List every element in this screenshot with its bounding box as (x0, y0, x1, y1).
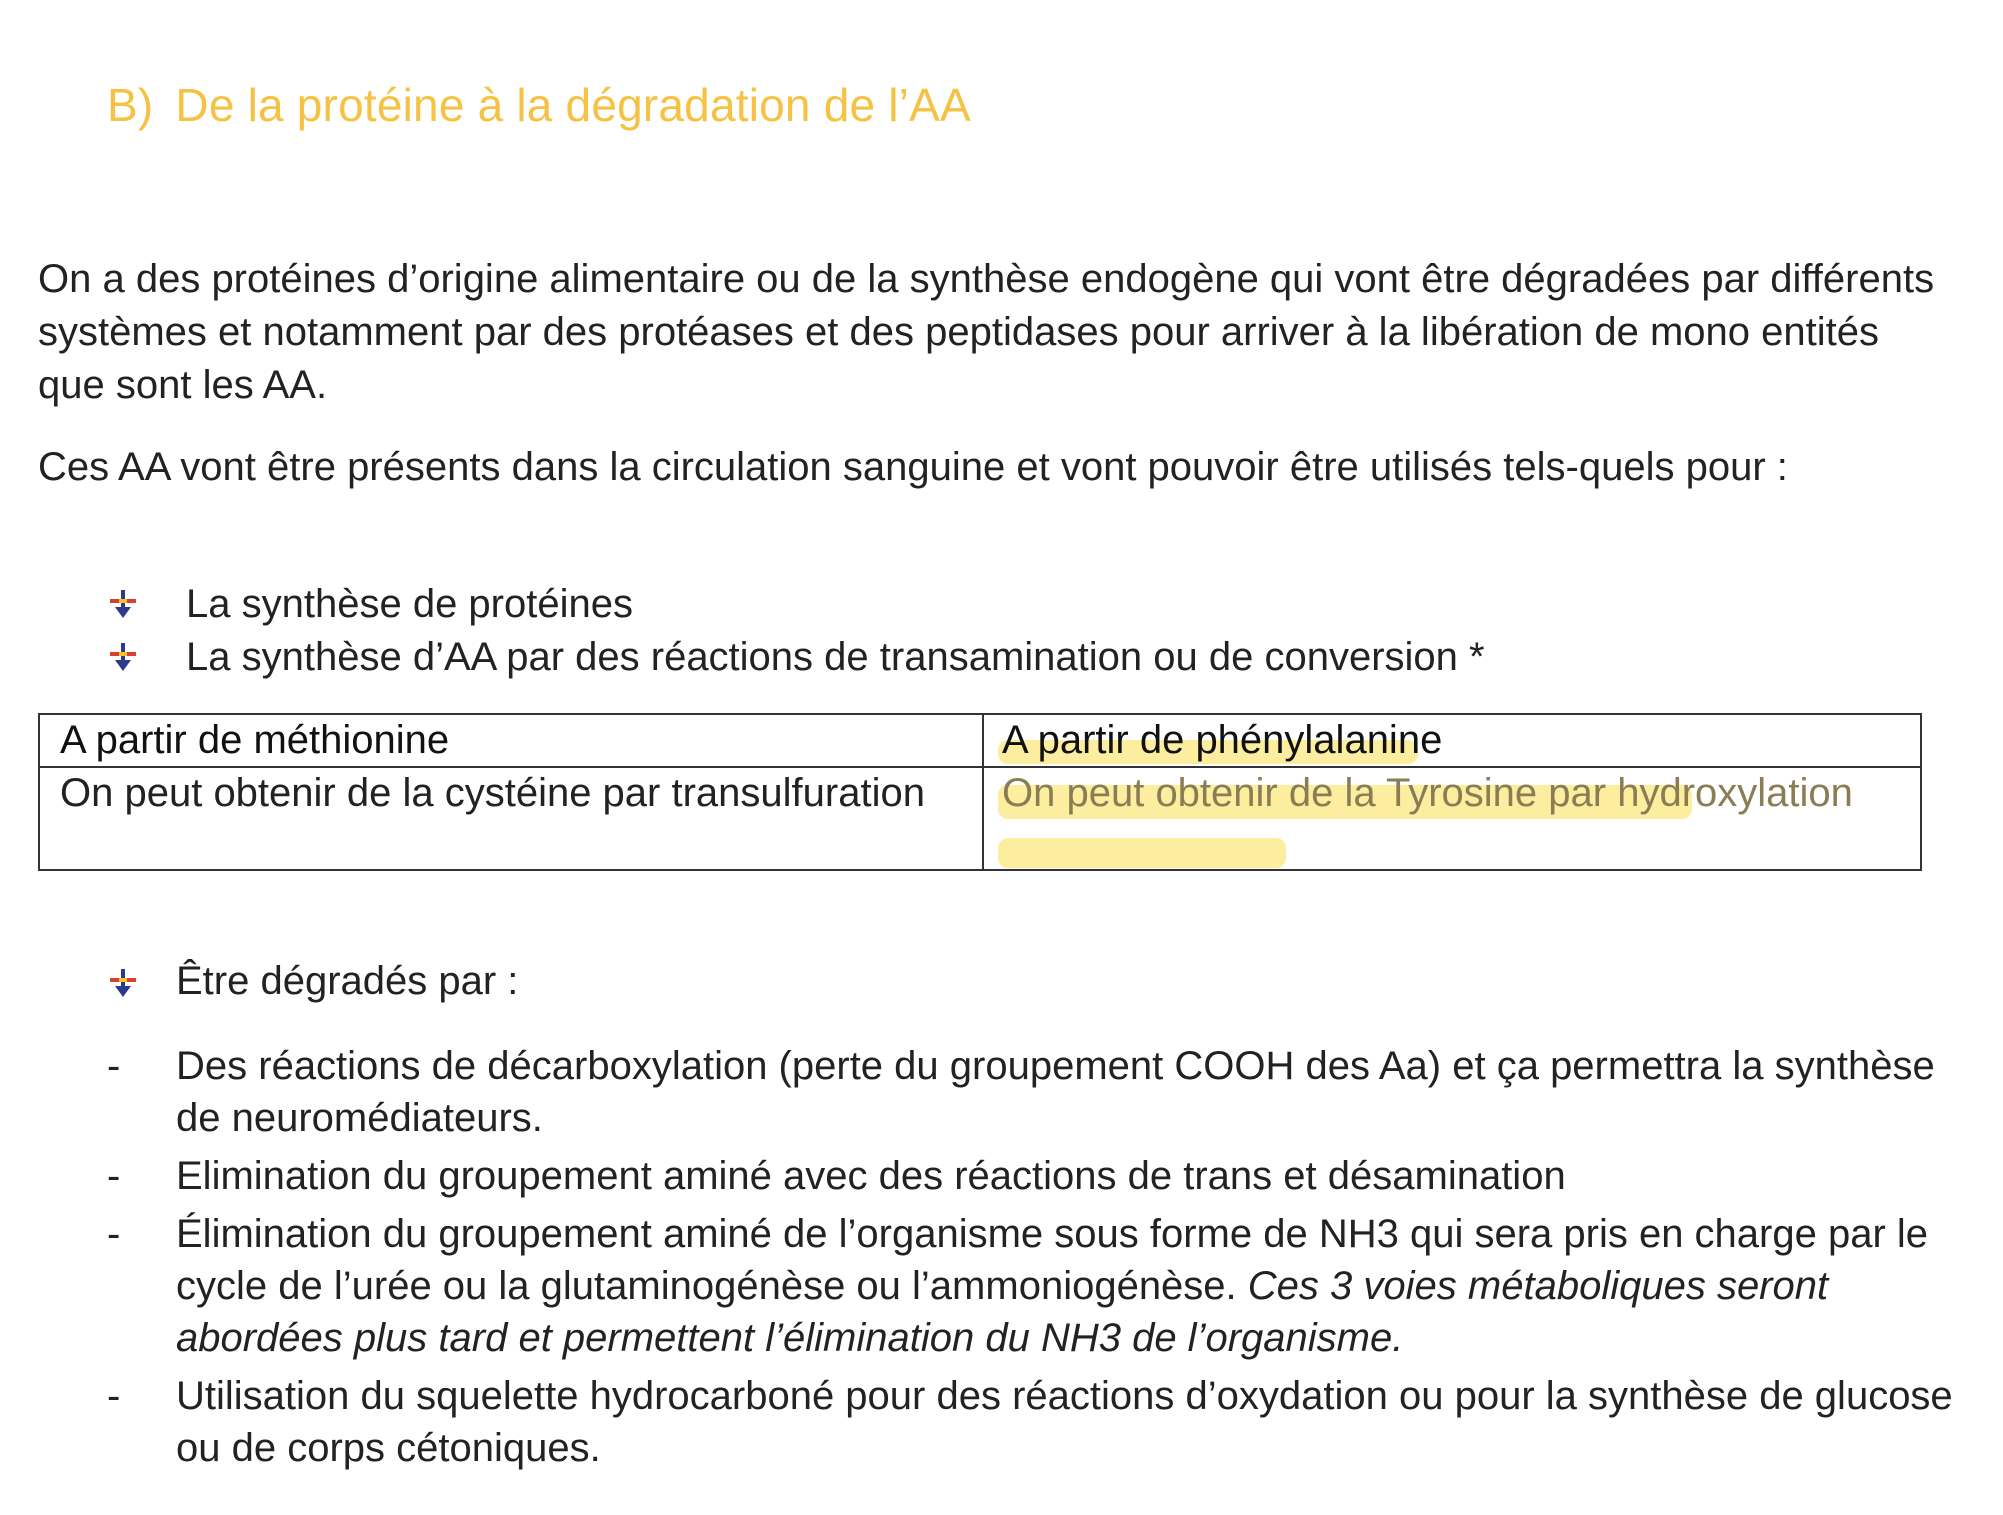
table-header-methionine: A partir de méthionine (60, 718, 450, 762)
degradation-item-note: Ces 3 voies métaboliques seront abordées plus tard et permettent l’élimination du NH3 de l’organisme. (176, 1264, 1829, 1360)
dash-marker: - (107, 1212, 121, 1256)
section-title: De la protéine à la dégradation de l’AA (175, 79, 971, 131)
degradation-item-text: Elimination du groupement aminé avec des réactions de trans et désamination (176, 1154, 1566, 1198)
table-cell-tyrosine: On peut obtenir de la Tyrosine par hydroxylation (1002, 771, 1853, 815)
use-synthese-proteines: La synthèse de protéines (186, 582, 633, 626)
degradation-item-text: Des réactions de décarboxylation (perte du groupement COOH des Aa) et ça permettra la synthèse de neuromédiateurs. (176, 1044, 1935, 1140)
use-synthese-aa: La synthèse d’AA par des réactions de transamination ou de conversion * (186, 635, 1485, 679)
list-item (107, 1150, 1967, 1202)
arrow-down-bullet-icon (110, 590, 136, 618)
circulation-paragraph: Ces AA vont être présents dans la circulation sanguine et vont pouvoir être utilisés tels-quels pour : (38, 445, 1788, 489)
list-item (107, 1040, 1967, 1144)
list-item (107, 1370, 1967, 1474)
dash-marker: - (107, 1044, 121, 1088)
arrow-down-bullet-icon (110, 643, 136, 671)
degradation-label: Être dégradés par : (176, 959, 519, 1003)
degradation-item-text: Utilisation du squelette hydrocarboné pour des réactions d’oxydation ou pour la synthèse de glucose ou de corps cétoniques. (176, 1374, 1953, 1470)
section-number: B) (107, 79, 154, 131)
degradation-item-text: Élimination du groupement aminé de l’organisme sous forme de NH3 qui sera pris en charge par le cycle de l’urée ou la glutaminogénèse ou l’ammoniogénèse. (176, 1212, 1929, 1308)
list-item (107, 1208, 1967, 1364)
dash-marker: - (107, 1374, 121, 1418)
dash-marker: - (107, 1154, 121, 1198)
table-divider (982, 715, 984, 869)
section-heading (107, 78, 971, 132)
conversion-table (38, 713, 1922, 871)
degradation-list (107, 1040, 1967, 1480)
intro-paragraph: On a des protéines d’origine alimentaire ou de la synthèse endogène qui vont être dégradées par différents systèmes et notamment par des protéases et des peptidases pour arriver à la libération de mono entités que sont les AA. (38, 257, 1935, 407)
highlight-mark (998, 838, 1286, 868)
table-header-phenylalanine: A partir de phénylalanine (1002, 718, 1443, 762)
table-cell-cysteine: On peut obtenir de la cystéine par transulfuration (60, 771, 925, 815)
arrow-down-bullet-icon (110, 969, 136, 997)
